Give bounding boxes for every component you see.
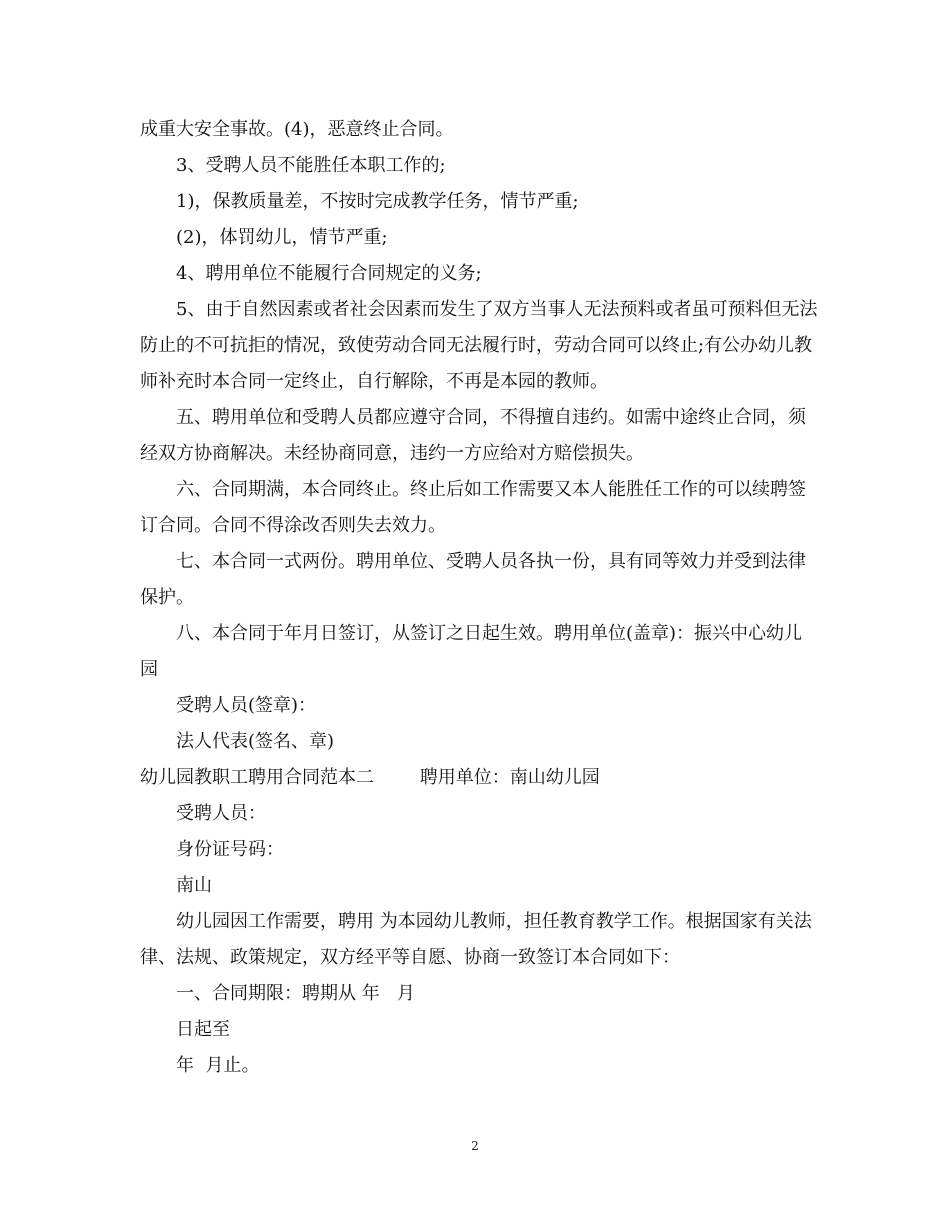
paragraph: 幼儿园因工作需要，聘用 为本园幼儿教师，担任教育教学工作。根据国家有关法律、法规、政策规定，双方经平等自愿、协商一致签订本合同如下：: [140, 911, 812, 968]
paragraph: 5、由于自然因素或者社会因素而发生了双方当事人无法预料或者虽可预料但无法防止的不可抗拒的情况，致使劳动合同无法履行时，劳动合同可以终止;有公办幼儿教师补充时本合同一定终止，自行解除，不再是本园的教师。: [140, 299, 818, 392]
paragraph: 成重大安全事故。(4)，恶意终止合同。: [140, 119, 454, 140]
document-body: [140, 112, 820, 1084]
paragraph: (2)，体罚幼儿，情节严重;: [176, 227, 388, 248]
paragraph: 七、本合同一式两份。聘用单位、受聘人员各执一份，具有同等效力并受到法律保护。: [140, 551, 806, 608]
paragraph: 受聘人员(签章)：: [176, 695, 317, 716]
page-number: 2: [471, 1139, 479, 1153]
paragraph: 年 月止。: [176, 1055, 260, 1076]
paragraph: 日起至: [176, 1019, 230, 1040]
paragraph: 六、合同期满，本合同终止。终止后如工作需要又本人能胜任工作的可以续聘签订合同。合同不得涂改否则失去效力。: [140, 479, 806, 536]
paragraph: 身份证号码：: [176, 839, 284, 860]
paragraph: 法人代表(签名、章): [176, 731, 335, 752]
paragraph: 受聘人员：: [176, 803, 266, 824]
paragraph: 幼儿园教职工聘用合同范本二 聘用单位：南山幼儿园: [140, 767, 600, 788]
paragraph: 五、聘用单位和受聘人员都应遵守合同，不得擅自违约。如需中途终止合同，须经双方协商解决。未经协商同意，违约一方应给对方赔偿损失。: [140, 407, 806, 464]
paragraph: 南山: [176, 875, 212, 896]
paragraph: 3、受聘人员不能胜任本职工作的;: [176, 155, 446, 176]
paragraph: 4、聘用单位不能履行合同规定的义务;: [176, 263, 482, 284]
paragraph: 1)，保教质量差，不按时完成教学任务，情节严重;: [176, 191, 579, 212]
paragraph: 一、合同期限：聘期从 年 月: [176, 983, 415, 1004]
paragraph: 八、本合同于年月日签订，从签订之日起生效。聘用单位(盖章)：振兴中心幼儿园: [140, 623, 803, 680]
